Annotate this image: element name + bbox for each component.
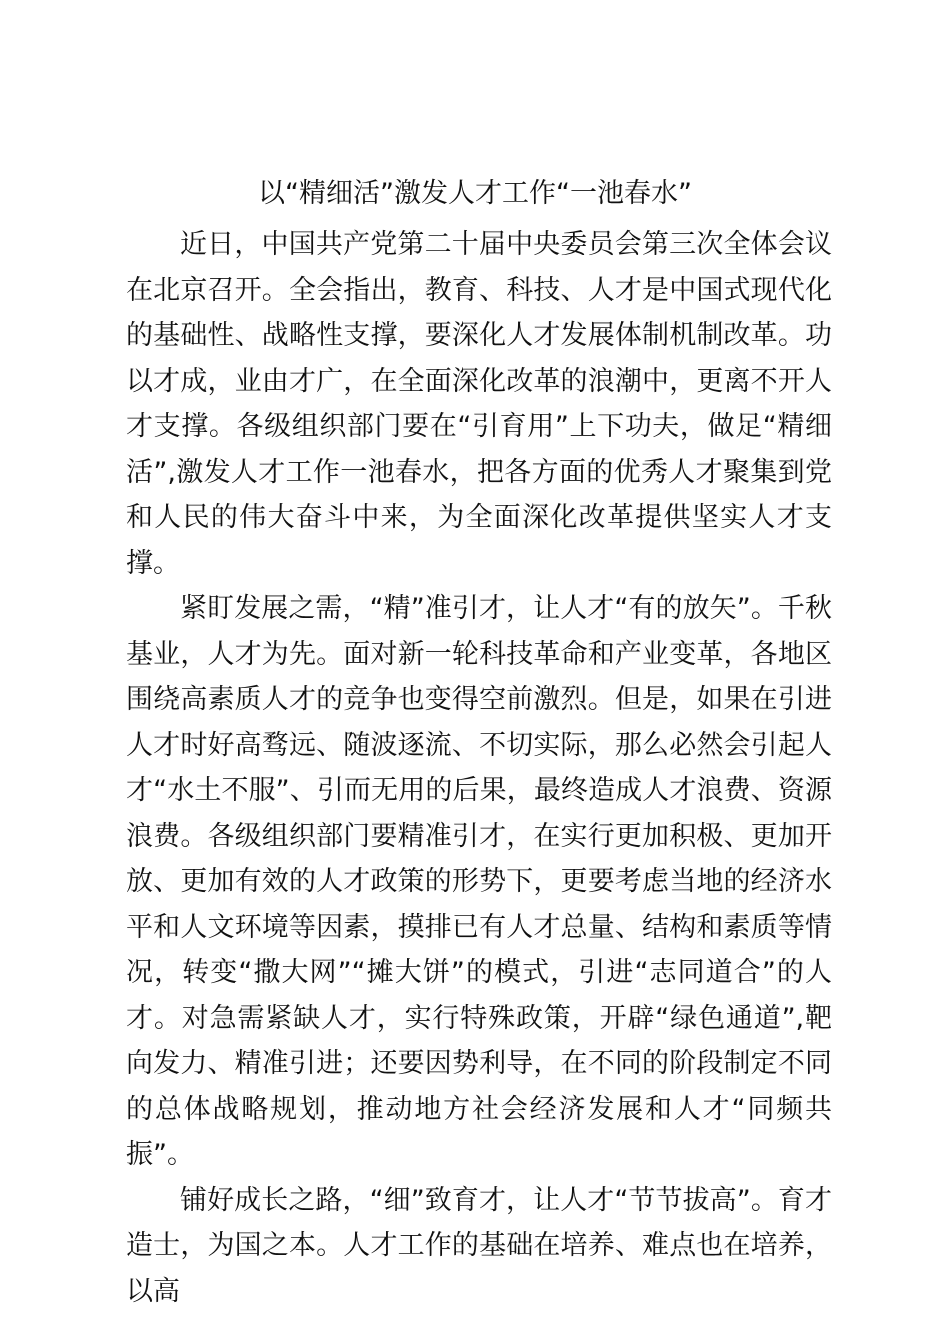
paragraph-2: 紧盯发展之需，“精”准引才，让人才“有的放矢”。千秋基业，人才为先。面对新一轮科技革命和产业变革，各地区围绕高素质人才的竞争也变得空前激烈。但是，如果在引进人才时好高骛远、随波逐流、不切实际，那么必然会引起人才“水土不服”、引而无用的后果，最终造成人才浪费、资源浪费。各级组织部门要精准引才，在实行更加积极、更加开放、更加有效的人才政策的形势下，更要考虑当地的经济水平和人文环境等因素，摸排已有人才总量、结构和素质等情况，转变“撒大网”“摊大饼”的模式，引进“志同道合”的人才。对急需紧缺人才，实行特殊政策，开辟“绿色通道”,靶向发力、精准引进；还要因势利导，在不同的阶段制定不同的总体战略规划，推动地方社会经济发展和人才“同频共振”。 (126, 593, 832, 1170)
paragraph-3: 铺好成长之路，“细”致育才，让人才“节节拔高”。育才造士，为国之本。人才工作的基础在培养、难点也在培养，以高 (126, 1184, 832, 1307)
document-body (126, 222, 832, 1314)
document-title: 以“精细活”激发人才工作“一池春水” (258, 178, 692, 209)
paragraph-1: 近日，中国共产党第二十届中央委员会第三次全体会议在北京召开。全会指出，教育、科技、人才是中国式现代化的基础性、战略性支撑，要深化人才发展体制机制改革。功以才成，业由才广，在全面深化改革的浪潮中，更离不开人才支撑。各级组织部门要在“引育用”上下功夫，做足“精细活”,激发人才工作一池春水，把各方面的优秀人才聚集到党和人民的伟大奋斗中来，为全面深化改革提供坚实人才支撑。 (126, 229, 832, 579)
